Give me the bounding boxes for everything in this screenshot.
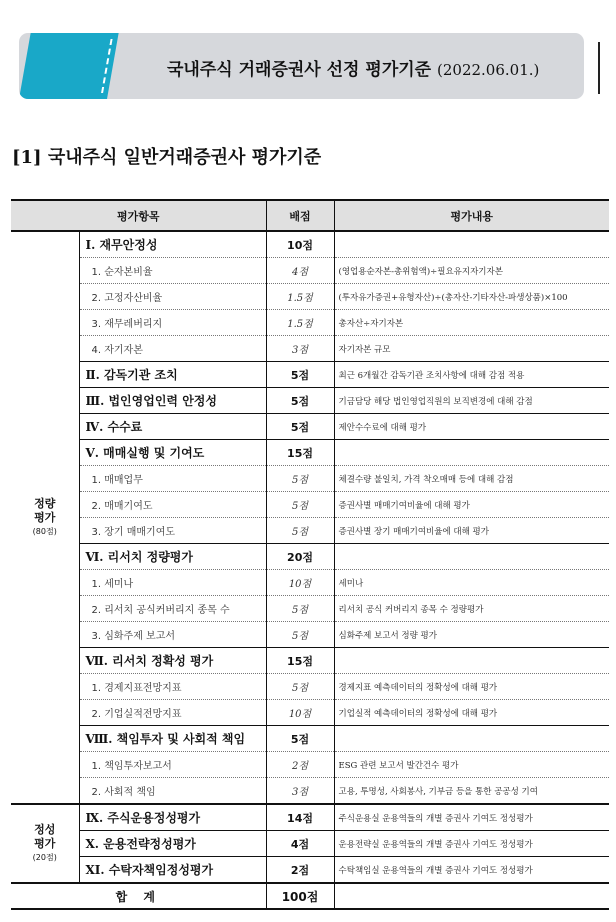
description-cell: 최근 6개월간 감독기관 조치사항에 대해 감점 적용	[334, 362, 609, 388]
total-row	[11, 883, 609, 909]
sub-item-label: 3. 심화주제 보고서	[79, 622, 266, 648]
description-cell: 증권사별 장기 매매기여비율에 대해 평가	[334, 518, 609, 544]
table-row	[11, 414, 609, 440]
description-cell: 수탁책임실 운용역들의 개별 증권사 기여도 정성평가	[334, 857, 609, 884]
description-cell: 제안수수료에 대해 평가	[334, 414, 609, 440]
title-banner	[19, 33, 584, 99]
sub-item-label: 1. 세미나	[79, 570, 266, 596]
description-cell: 고용, 투명성, 사회봉사, 기부금 등을 통한 공공성 기여	[334, 778, 609, 805]
table-row	[11, 700, 609, 726]
score-cell: 14점	[266, 804, 334, 831]
score-cell: 5점	[266, 596, 334, 622]
score-cell: 15점	[266, 648, 334, 674]
sub-item-label: 2. 기업실적전망지표	[79, 700, 266, 726]
description-cell	[334, 726, 609, 752]
sub-item-label: 3. 재무레버리지	[79, 310, 266, 336]
header-score: 배점	[266, 200, 334, 231]
major-item-label: Ⅸ. 주식운용정성평가	[79, 804, 266, 831]
description-cell: 총자산÷자기자본	[334, 310, 609, 336]
sub-item-label: 2. 고정자산비율	[79, 284, 266, 310]
banner-edge-decoration	[586, 42, 600, 94]
major-item-label: Ⅹ. 운용전략정성평가	[79, 831, 266, 857]
score-cell: 2점	[266, 752, 334, 778]
table-row	[11, 778, 609, 805]
score-cell: 5점	[266, 518, 334, 544]
total-score: 100점	[266, 883, 334, 909]
score-cell: 5점	[266, 674, 334, 700]
score-cell: 2점	[266, 857, 334, 884]
qual-evaluation-group	[11, 804, 79, 883]
description-cell: 기금담당 해당 법인영업직원의 보직변경에 대해 감점	[334, 388, 609, 414]
description-cell	[334, 544, 609, 570]
sub-item-label: 1. 매매업무	[79, 466, 266, 492]
table-row	[11, 440, 609, 466]
table-row	[11, 544, 609, 570]
score-cell: 5점	[266, 362, 334, 388]
table-row	[11, 310, 609, 336]
table-row	[11, 596, 609, 622]
group-label-label1: 정량	[34, 496, 56, 510]
header-item: 평가항목	[11, 200, 266, 231]
banner-accent	[19, 33, 119, 99]
total-label: 합 계	[11, 883, 266, 909]
score-cell: 1.5점	[266, 284, 334, 310]
score-cell: 4점	[266, 258, 334, 284]
section-title: [1] 국내주식 일반거래증권사 평가기준	[12, 147, 322, 168]
description-cell: 증권사별 매매기여비율에 대해 평가	[334, 492, 609, 518]
score-cell: 20점	[266, 544, 334, 570]
sub-item-label: 1. 순자본비율	[79, 258, 266, 284]
score-cell: 4점	[266, 831, 334, 857]
description-cell	[334, 231, 609, 258]
table-header-row	[11, 200, 609, 231]
title-text: 국내주식 거래증권사 선정 평가기준	[167, 60, 432, 80]
table-row	[11, 518, 609, 544]
description-cell: 운용전략실 운용역들의 개별 증권사 기여도 정성평가	[334, 831, 609, 857]
score-cell: 15점	[266, 440, 334, 466]
group-label-label2: 평가	[34, 836, 56, 850]
table-row	[11, 231, 609, 258]
document-title	[167, 55, 539, 80]
sub-item-label: 1. 책임투자보고서	[79, 752, 266, 778]
table-row	[11, 752, 609, 778]
description-cell: 심화주제 보고서 정량 평가	[334, 622, 609, 648]
description-cell: 리서치 공식 커버리지 종목 수 정량평가	[334, 596, 609, 622]
description-cell: 자기자본 규모	[334, 336, 609, 362]
sub-item-label: 2. 리서치 공식커버리지 종목 수	[79, 596, 266, 622]
score-cell: 5점	[266, 388, 334, 414]
table-row	[11, 857, 609, 884]
table-row	[11, 492, 609, 518]
description-cell: 주식운용실 운용역들의 개별 증권사 기여도 정성평가	[334, 804, 609, 831]
table-row	[11, 466, 609, 492]
description-cell: 체결수량 불일치, 가격 착오매매 등에 대해 감점	[334, 466, 609, 492]
description-cell	[334, 440, 609, 466]
title-date: (2022.06.01.)	[437, 61, 540, 79]
total-desc-empty	[334, 883, 609, 909]
major-item-label: Ⅰ. 재무안정성	[79, 231, 266, 258]
group-label-sub: (20점)	[32, 852, 57, 862]
group-label-label1: 정성	[34, 822, 56, 836]
sub-item-label: 2. 매매기여도	[79, 492, 266, 518]
major-item-label: Ⅷ. 책임투자 및 사회적 책임	[79, 726, 266, 752]
description-cell: 기업실적 예측데이터의 정확성에 대해 평가	[334, 700, 609, 726]
score-cell: 10점	[266, 700, 334, 726]
table-row	[11, 284, 609, 310]
table-row	[11, 674, 609, 700]
description-cell	[334, 648, 609, 674]
score-cell: 5점	[266, 622, 334, 648]
table-row	[11, 804, 609, 831]
description-cell: 세미나	[334, 570, 609, 596]
table-body	[11, 231, 609, 909]
score-cell: 5점	[266, 414, 334, 440]
table-row	[11, 336, 609, 362]
score-cell: 5점	[266, 726, 334, 752]
group-label-sub: (80점)	[32, 526, 57, 536]
score-cell: 10점	[266, 231, 334, 258]
description-cell: (영업용순자본-총위험액)÷필요유지자기자본	[334, 258, 609, 284]
table-row	[11, 831, 609, 857]
table-row	[11, 648, 609, 674]
score-cell: 5점	[266, 466, 334, 492]
major-item-label: Ⅶ. 리서치 정확성 평가	[79, 648, 266, 674]
sub-item-label: 2. 사회적 책임	[79, 778, 266, 805]
table-row	[11, 570, 609, 596]
score-cell: 5점	[266, 492, 334, 518]
score-cell: 1.5점	[266, 310, 334, 336]
table-row	[11, 622, 609, 648]
description-cell: (투자유가증권+유형자산)÷(총자산-기타자산-파생상품)×100	[334, 284, 609, 310]
header-desc: 평가내용	[334, 200, 609, 231]
score-cell: 3점	[266, 778, 334, 805]
table-row	[11, 726, 609, 752]
description-cell: ESG 관련 보고서 발간건수 평가	[334, 752, 609, 778]
sub-item-label: 3. 장기 매매기여도	[79, 518, 266, 544]
major-item-label: Ⅳ. 수수료	[79, 414, 266, 440]
group-label-label2: 평가	[34, 510, 56, 524]
score-cell: 3점	[266, 336, 334, 362]
major-item-label: Ⅵ. 리서치 정량평가	[79, 544, 266, 570]
table-row	[11, 388, 609, 414]
major-item-label: Ⅲ. 법인영업인력 안정성	[79, 388, 266, 414]
score-cell: 10점	[266, 570, 334, 596]
major-item-label: Ⅱ. 감독기관 조치	[79, 362, 266, 388]
major-item-label: XI. 수탁자책임정성평가	[79, 857, 266, 884]
quant-evaluation-group	[11, 231, 79, 804]
major-item-label: Ⅴ. 매매실행 및 기여도	[79, 440, 266, 466]
table-row	[11, 258, 609, 284]
sub-item-label: 4. 자기자본	[79, 336, 266, 362]
table-row	[11, 362, 609, 388]
criteria-table	[11, 199, 609, 910]
sub-item-label: 1. 경제지표전망지표	[79, 674, 266, 700]
description-cell: 경제지표 예측데이터의 정확성에 대해 평가	[334, 674, 609, 700]
